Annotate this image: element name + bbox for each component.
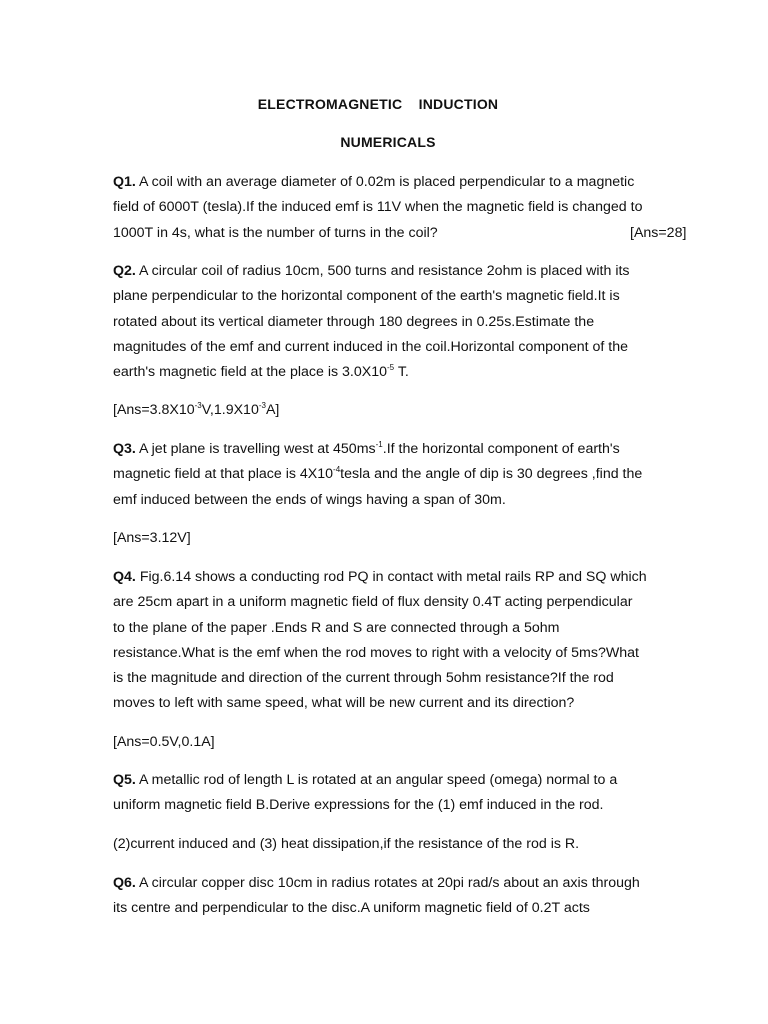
q4-label: Q4. — [113, 569, 136, 585]
q4-line-4: resistance.What is the emf when the rod moves to right with a velocity of 5ms?What — [113, 645, 639, 661]
q1-answer: [Ans=28] — [630, 225, 687, 241]
q2-answer-part-1: [Ans=3.8X10 — [113, 402, 195, 418]
q2-exponent: -5 — [387, 363, 395, 372]
q2-line-3: rotated about its vertical diameter through 180 degrees in 0.25s.Estimate the — [113, 314, 595, 330]
q3-line-2 — [113, 464, 642, 484]
document-subtitle: NUMERICALS — [340, 134, 436, 150]
q4-line-2: are 25cm apart in a uniform magnetic field of flux density 0.4T acting perpendicular — [113, 594, 633, 610]
q3-text-2-end: tesla and the angle of dip is 30 degrees ,find the — [340, 466, 643, 482]
q4-line-5: is the magnitude and direction of the current through 5ohm resistance?If the rod — [113, 670, 614, 686]
q2-line-1 — [113, 261, 630, 281]
q1-line-2: field of 6000T (tesla).If the induced emf is 11V when the magnetic field is changed to — [113, 199, 643, 215]
q2-answer-part-3: A] — [265, 402, 280, 418]
q3-exponent-2: -4 — [333, 465, 341, 474]
q3-line-3: emf induced between the ends of wings having a span of 30m. — [113, 492, 506, 508]
q6-line-2: its centre and perpendicular to the disc.A uniform magnetic field of 0.2T acts — [113, 900, 590, 916]
q5-line-3: (2)current induced and (3) heat dissipation,if the resistance of the rod is R. — [113, 836, 580, 852]
q4-line-1 — [113, 567, 647, 587]
q6-label: Q6. — [113, 875, 136, 891]
q2-label: Q2. — [113, 263, 136, 279]
document-title: ELECTROMAGNETIC INDUCTION — [257, 96, 499, 112]
q2-answer-exp-1: -3 — [194, 401, 202, 410]
q2-line-2: plane perpendicular to the horizontal component of the earth's magnetic field.It is — [113, 288, 620, 304]
q4-text-1: Fig.6.14 shows a conducting rod PQ in contact with metal rails RP and SQ which — [135, 569, 647, 585]
q6-line-1 — [113, 873, 640, 893]
q4-line-6: moves to left with same speed, what will be new current and its direction? — [113, 695, 575, 711]
q3-line-1 — [113, 439, 620, 459]
q2-text-5: earth's magnetic field at the place is 3.0X10 — [113, 364, 388, 380]
q2-line-4: magnitudes of the emf and current induced in the coil.Horizontal component of the — [113, 339, 628, 355]
q3-text-1: A jet plane is travelling west at 450ms — [135, 441, 376, 457]
q3-label: Q3. — [113, 441, 136, 457]
q5-line-2: uniform magnetic field B.Derive expressions for the (1) emf induced in the rod. — [113, 797, 604, 813]
q1-line-3 — [113, 223, 703, 243]
q1-text-1: A coil with an average diameter of 0.02m is placed perpendicular to a magnetic — [135, 174, 635, 190]
q4-line-3: to the plane of the paper .Ends R and S are connected through a 5ohm — [113, 620, 560, 636]
q1-label: Q1. — [113, 174, 136, 190]
q2-answer-exp-2: -3 — [258, 401, 266, 410]
q2-line-5 — [113, 362, 409, 382]
q2-text-5-end: T. — [394, 364, 409, 380]
q3-exponent-1: -1 — [375, 440, 383, 449]
q1-text-3: 1000T in 4s, what is the number of turns in the coil? — [113, 225, 438, 241]
q3-text-2: magnetic field at that place is 4X10 — [113, 466, 334, 482]
q2-text-1: A circular coil of radius 10cm, 500 turns and resistance 2ohm is placed with its — [135, 263, 630, 279]
q6-text-1: A circular copper disc 10cm in radius rotates at 20pi rad/s about an axis through — [135, 875, 640, 891]
q3-answer: [Ans=3.12V] — [113, 530, 191, 546]
q4-answer: [Ans=0.5V,0.1A] — [113, 734, 215, 750]
q5-label: Q5. — [113, 772, 136, 788]
q2-answer-part-2: V,1.9X10 — [201, 402, 259, 418]
q2-answer — [113, 400, 279, 420]
q5-line-1 — [113, 770, 617, 790]
q5-text-1: A metallic rod of length L is rotated at an angular speed (omega) normal to a — [135, 772, 618, 788]
q3-text-1-end: .If the horizontal component of earth's — [382, 441, 620, 457]
q1-line-1 — [113, 172, 634, 192]
